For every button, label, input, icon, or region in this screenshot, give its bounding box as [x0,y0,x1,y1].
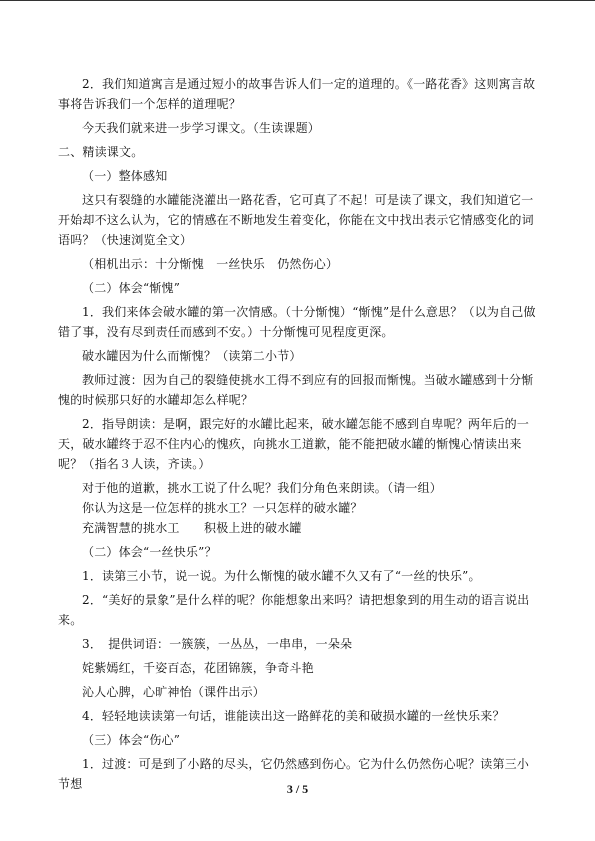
paragraph-17: 3． 提供词语：一簇簇，一丛丛，一串串，一朵朵 [82,637,353,651]
paragraph-4: 这只有裂缝的水罐能浇灌出一路花香，它可真了不起！可是读了课文，我们知道它一开始却不这么认为，它的情感在不断地发生着变化，你能在文中找出表示它情感变化的词语吗？（快速浏览全文） [58,193,534,247]
paragraph-10: 2．指导朗读：是啊，跟完好的水罐比起来，破水罐怎能不感到自卑呢？两年后的一天，破水罐终于忍不住内心的愧疚，向挑水工道歉，能不能把破水罐的惭愧心情读出来呢？（指名３人读，齐读。） [58,417,530,471]
paragraph-5: （相机出示：十分惭愧 一丝快乐 仍然伤心） [82,257,339,271]
paragraph-11: 对于他的道歉，挑水工说了什么呢？我们分角色来朗读。（请一组） [82,481,443,495]
paragraph-9: 教师过渡：因为自己的裂缝使挑水工得不到应有的回报而惭愧。当破水罐感到十分惭愧的时候那只好的水罐却怎么样呢？ [58,373,534,407]
paragraph-20: 4．轻轻地读读第一句话，谁能读出这一路鲜花的美和破损水罐的一丝快乐来？ [82,709,505,723]
paragraph-0: 2．我们知道寓言是通过短小的故事告诉人们一定的道理的。《一路花香》这则寓言故事将告诉我们一个怎样的道理呢？ [58,77,536,111]
paragraph-19: 沁人心脾，心旷神怡（课件出示） [82,685,266,699]
paragraph-3: （一）整体感知 [82,169,168,183]
paragraph-12: 你认为这是一位怎样的挑水工？一只怎样的破水罐？ [82,501,363,515]
paragraph-21: （三）体会“伤心” [82,733,181,747]
paragraph-18: 姹紫嫣红，千姿百态，花团锦簇，争奇斗艳 [82,661,314,675]
paragraph-22: 1．过渡：可是到了小路的尽头，它仍然感到伤心。它为什么仍然伤心呢？读第三小节想 [58,757,530,791]
paragraph-14: （二）体会“一丝快乐”？ [82,545,217,559]
document-body [58,74,538,794]
paragraph-7: 1．我们来体会破水罐的第一次情感。（十分惭愧）“惭愧”是什么意思？（以为自己做错了事，没有尽到责任而感到不安。）十分惭愧可见程度更深。 [58,305,536,339]
page-top-border [0,0,595,1]
paragraph-6: （二）体会“惭愧” [82,281,181,295]
paragraph-8: 破水罐因为什么而惭愧？（读第二小节） [82,349,302,363]
paragraph-15: 1．读第三小节，说一说。为什么惭愧的破水罐不久又有了“一丝的快乐”。 [82,569,481,583]
paragraph-1: 今天我们就来进一步学习课文。（生读课题） [82,121,321,135]
paragraph-2: 二、精读课文。 [58,145,144,159]
paragraph-13: 充满智慧的挑水工 积极上进的破水罐 [82,521,302,535]
page-number: 3 / 5 [286,782,309,796]
paragraph-16: 2．“美好的景象”是什么样的呢？你能想象出来吗？请把想象到的用生动的语言说出来。 [58,593,530,627]
